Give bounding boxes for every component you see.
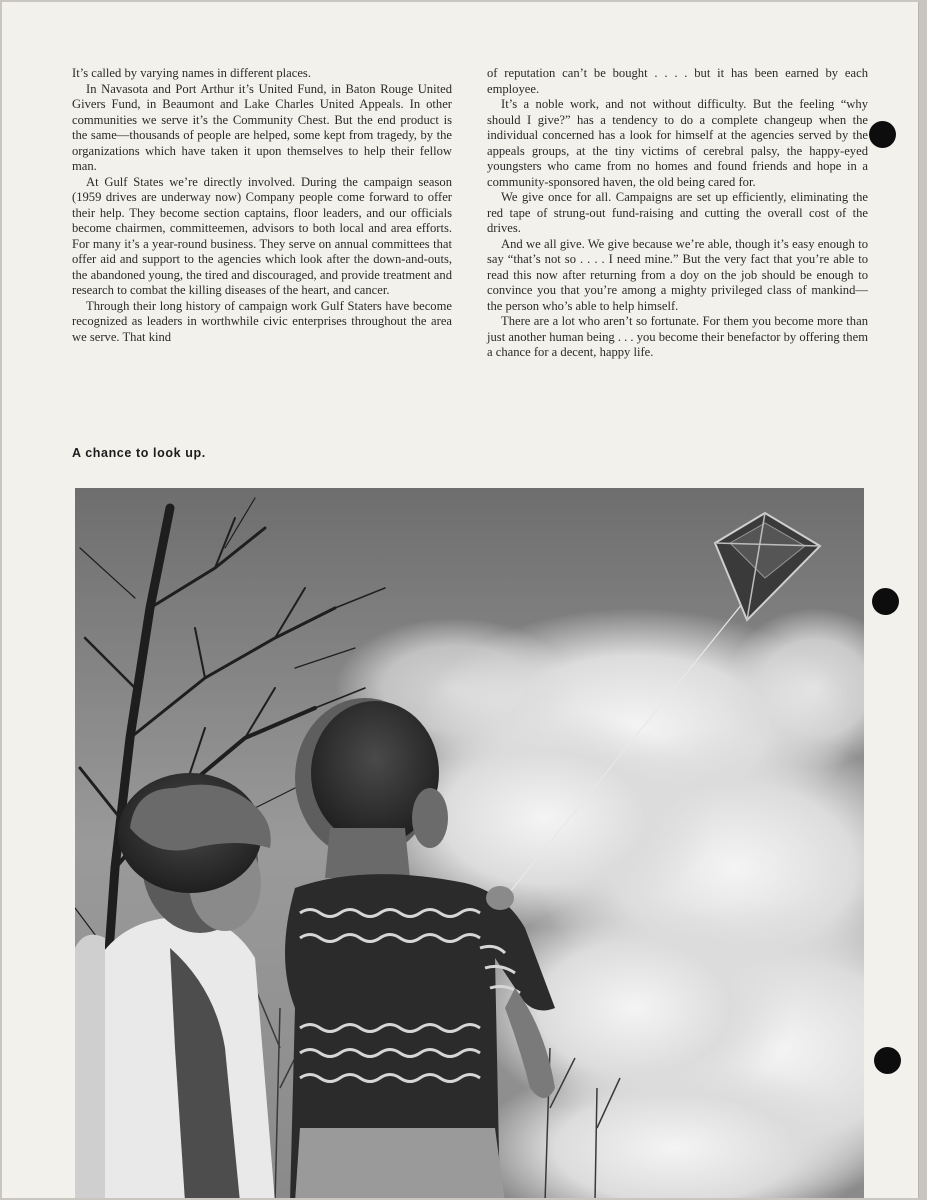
paragraph: It’s a noble work, and not without difficulty. But the feeling “why should I give?” has a tendency to do a complete changeup when the individual concerned has a look for himself at the agencies served by the appeals groups, at the tiny victims of cerebral palsy, the happy-eyed youngsters who came from no homes and found friends and hope in a community-sponsored haven, the old being cared for. (487, 97, 868, 189)
paragraph: In Navasota and Port Arthur it’s United Fund, in Baton Rouge United Givers Fund, in Beaumont and Lake Charles United Appeals. In other communities we serve it’s the Community Chest. But the end product is the same—thousands of people are helped, some kept from tragedy, by the organizations which have taken it upon themselves to help their fellow man. (72, 81, 452, 173)
right-text-column (487, 66, 868, 361)
kite-photo (75, 488, 864, 1198)
paragraph: And we all give. We give because we’re able, though it’s easy enough to say “that’s not so . . . . I need mine.” But the very fact that you’re able to read this now after returning from a doy on the job should be enough to convince you that you’re among a mighty privileged class of mankind—the person who’s able to help himself. (487, 236, 868, 313)
paragraph: At Gulf States we’re directly involved. During the campaign season (1959 drives are underway now) Company people come forward to offer their help. They become section captains, floor leaders, and our officials become chairmen, committeemen, advisors to both local and area efforts. For many it’s a year-round business. They serve on annual committees that offer aid and support to the agencies which look after the down-and-outs, the abandoned young, the tired and discouraged, and provide treatment and research to combat the killing diseases of the heart, and cancer. (72, 174, 452, 297)
photo-caption: A chance to look up. (72, 446, 206, 460)
punch-hole (872, 588, 899, 615)
paragraph: of reputation can’t be bought . . . . but it has been earned by each employee. (487, 66, 868, 96)
paragraph: There are a lot who aren’t so fortunate. For them you become more than just another human being . . . you become their benefactor by offering them a chance for a decent, happy life. (487, 314, 868, 359)
paragraph: It’s called by varying names in different places. (72, 66, 311, 80)
magazine-page (2, 2, 919, 1198)
punch-hole (874, 1047, 901, 1074)
punch-hole (869, 121, 896, 148)
paragraph: We give once for all. Campaigns are set up efficiently, eliminating the red tape of strung-out fund-raising and cutting the overall cost of the drives. (487, 190, 868, 235)
paragraph: Through their long history of campaign work Gulf Staters have become recognized as leaders in worthwhile civic enterprises throughout the area we serve. That kind (72, 298, 452, 344)
left-text-column (72, 66, 452, 345)
